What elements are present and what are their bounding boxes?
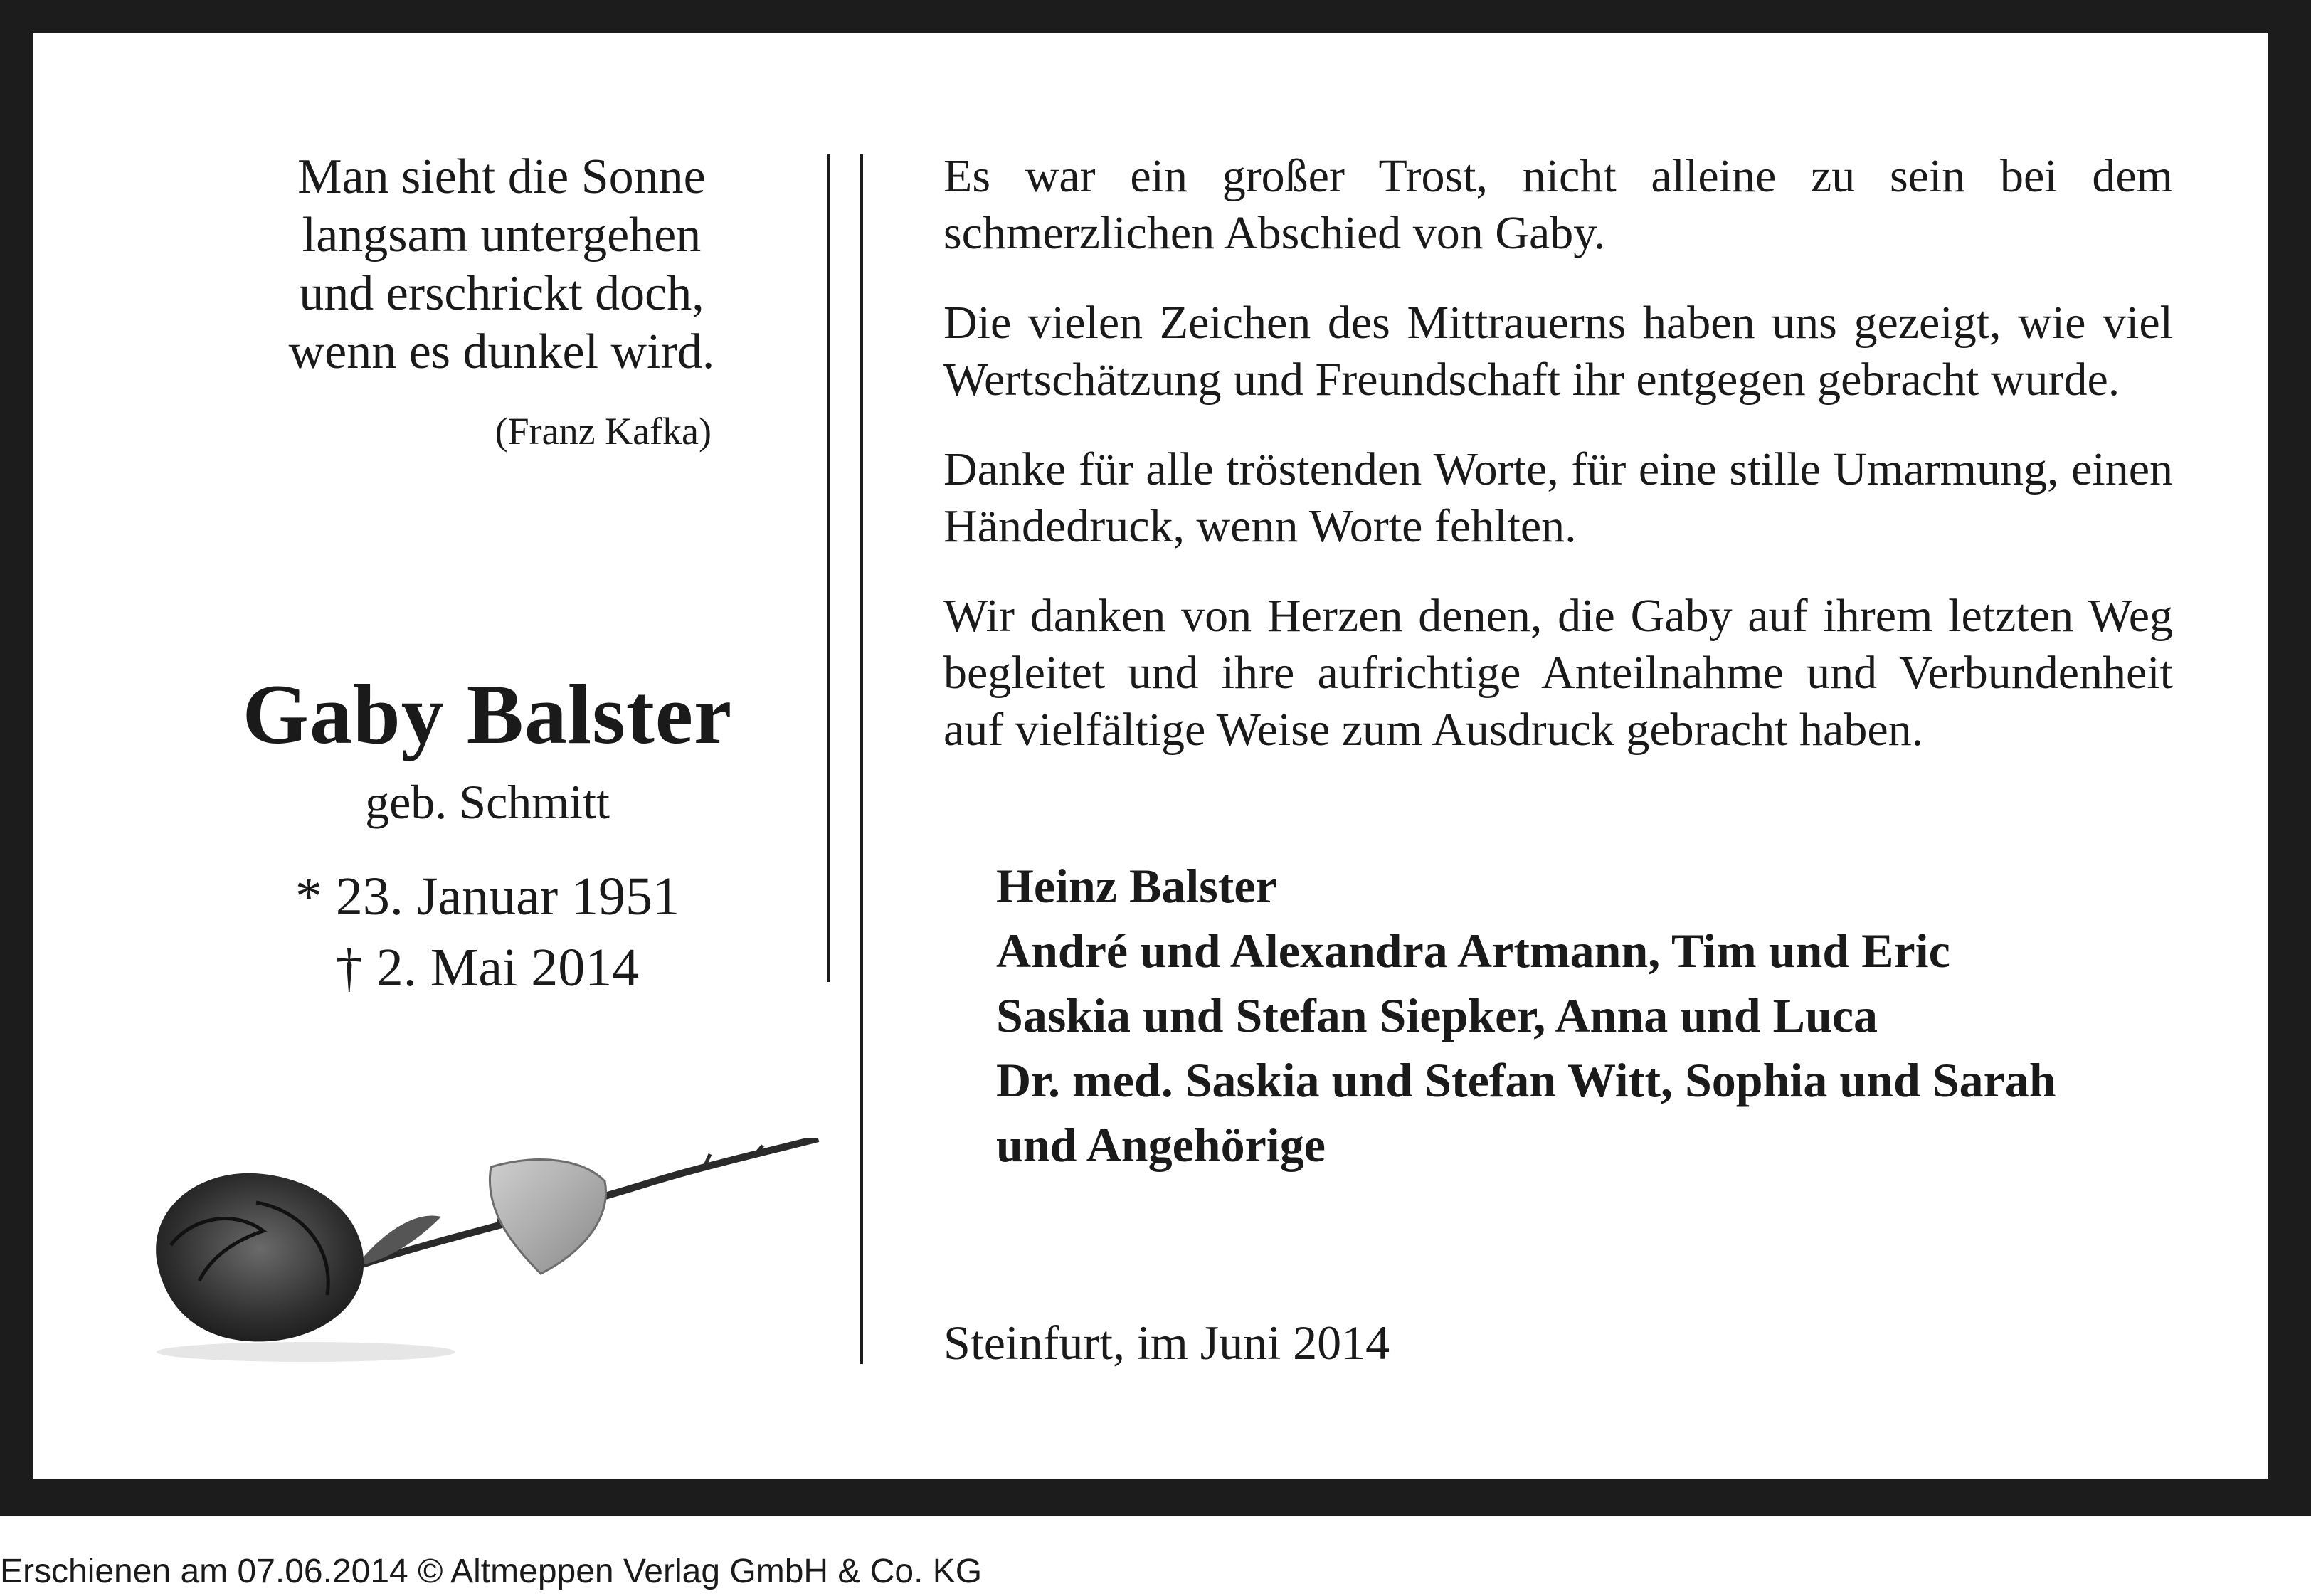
mourner-line: André und Alexandra Artmann, Tim und Eric (996, 924, 1950, 978)
rose-image (142, 1138, 825, 1366)
rose-shadow (157, 1342, 455, 1362)
mourners-list (996, 854, 2206, 1178)
rose-leaf (490, 1160, 605, 1274)
birth-date: * 23. Januar 1951 (295, 867, 680, 926)
death-date: † 2. Mai 2014 (335, 938, 640, 998)
message-paragraph: Danke für alle tröstenden Worte, für eine stille Umarmung, einen Händedruck, wenn Worte fehlten. (943, 443, 2173, 552)
rose-bloom (156, 1173, 364, 1342)
message-paragraph: Wir danken von Herzen denen, die Gaby auf ihrem letzten Weg begleitet und ihre aufrichtige Anteilnahme und Verbundenheit auf vielfältige Weise zum Ausdruck gebracht haben. (943, 590, 2173, 756)
column-divider-right (860, 154, 863, 1364)
quote-line: und erschrickt doch, (299, 266, 704, 321)
life-dates (164, 861, 811, 1003)
mourner-line: Heinz Balster (996, 859, 1277, 913)
quote-line: langsam untergehen (302, 208, 702, 263)
mourner-line: und Angehörige (996, 1118, 1326, 1172)
quote-author: (Franz Kafka) (495, 410, 712, 453)
kafka-quote (199, 148, 804, 381)
quote-line: Man sieht die Sonne (297, 149, 706, 204)
quote-line: wenn es dunkel wird. (288, 324, 715, 379)
mourner-line: Saskia und Stefan Siepker, Anna und Luca (996, 988, 1878, 1042)
column-divider-left (827, 154, 830, 982)
publication-footer: Erschienen am 07.06.2014 © Altmeppen Verlag GmbH & Co. KG (0, 1553, 983, 1590)
message-paragraph: Die vielen Zeichen des Mittrauerns haben uns gezeigt, wie viel Wertschätzung und Freundschaft ihr entgegen gebracht wurde. (943, 297, 2173, 406)
thank-you-message (943, 148, 2173, 791)
deceased-name: Gaby Balster (242, 667, 733, 761)
message-paragraph: Es war ein großer Trost, nicht alleine zu sein bei dem schmerzlichen Abschied von Gaby. (943, 150, 2173, 259)
mourner-line: Dr. med. Saskia und Stefan Witt, Sophia und Sarah (996, 1053, 2056, 1107)
maiden-name: geb. Schmitt (365, 775, 610, 829)
place-and-date: Steinfurt, im Juni 2014 (943, 1316, 1390, 1370)
